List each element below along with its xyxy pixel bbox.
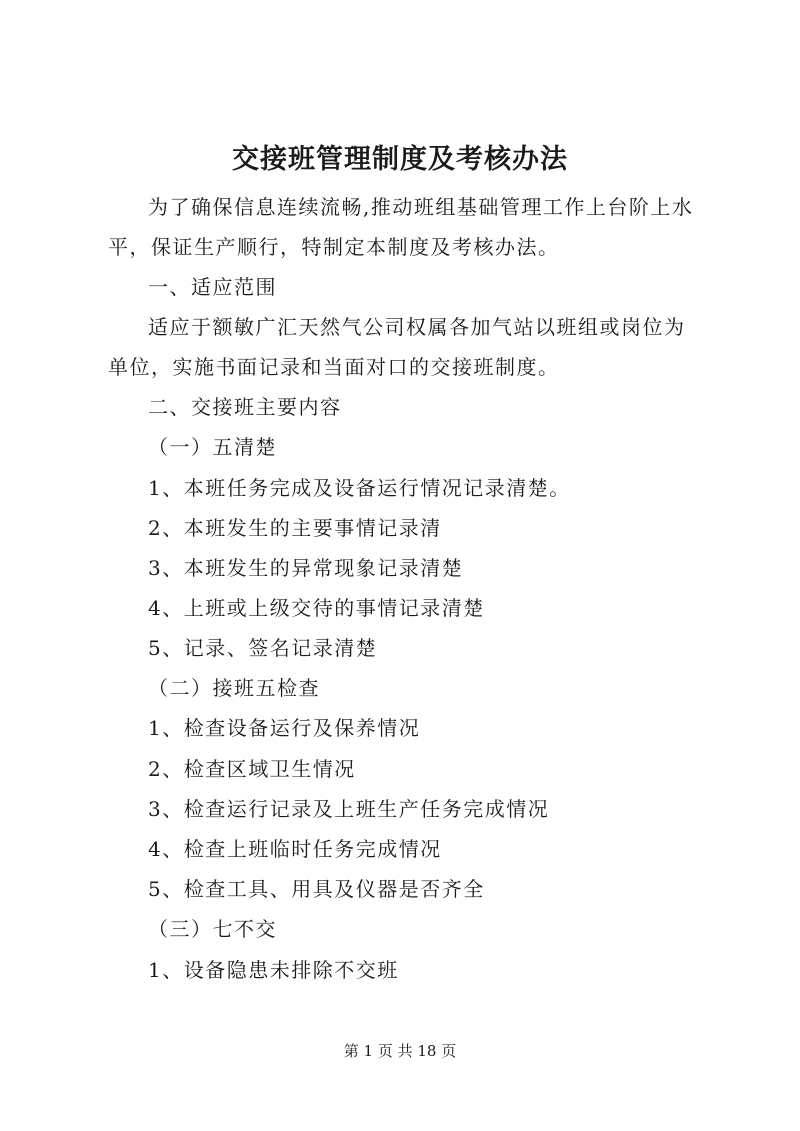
subsection-heading: （二）接班五检查: [148, 676, 320, 700]
paragraph-line: 适应于额敏广汇天然气公司权属各加气站以班组或岗位为: [148, 315, 686, 339]
list-item: 1、本班任务完成及设备运行情况记录清楚。: [148, 476, 571, 500]
list-item: 2、检查区域卫生情况: [148, 757, 356, 781]
page-number: 第 1 页 共 18 页: [343, 1042, 457, 1060]
paragraph-line: 为了确保信息连续流畅,推动班组基础管理工作上台阶上水: [148, 195, 694, 219]
paragraph-line: 单位，实施书面记录和当面对口的交接班制度。: [108, 355, 560, 379]
list-item: 3、本班发生的异常现象记录清楚: [148, 556, 464, 580]
section-heading: 一、适应范围: [148, 275, 277, 299]
list-item: 2、本班发生的主要事情记录清: [148, 516, 442, 540]
list-item: 4、检查上班临时任务完成情况: [148, 837, 442, 861]
list-item: 5、检查工具、用具及仪器是否齐全: [148, 877, 485, 901]
document-title: 交接班管理制度及考核办法: [232, 144, 568, 175]
list-item: 3、检查运行记录及上班生产任务完成情况: [148, 797, 550, 821]
paragraph-line: 平，保证生产顺行，特制定本制度及考核办法。: [108, 235, 560, 259]
section-heading: 二、交接班主要内容: [148, 395, 342, 419]
list-item: 5、记录、签名记录清楚: [148, 636, 378, 660]
subsection-heading: （一）五清楚: [148, 435, 277, 459]
list-item: 4、上班或上级交待的事情记录清楚: [148, 596, 485, 620]
subsection-heading: （三）七不交: [148, 917, 277, 941]
list-item: 1、设备隐患未排除不交班: [148, 958, 399, 982]
list-item: 1、检查设备运行及保养情况: [148, 716, 421, 740]
